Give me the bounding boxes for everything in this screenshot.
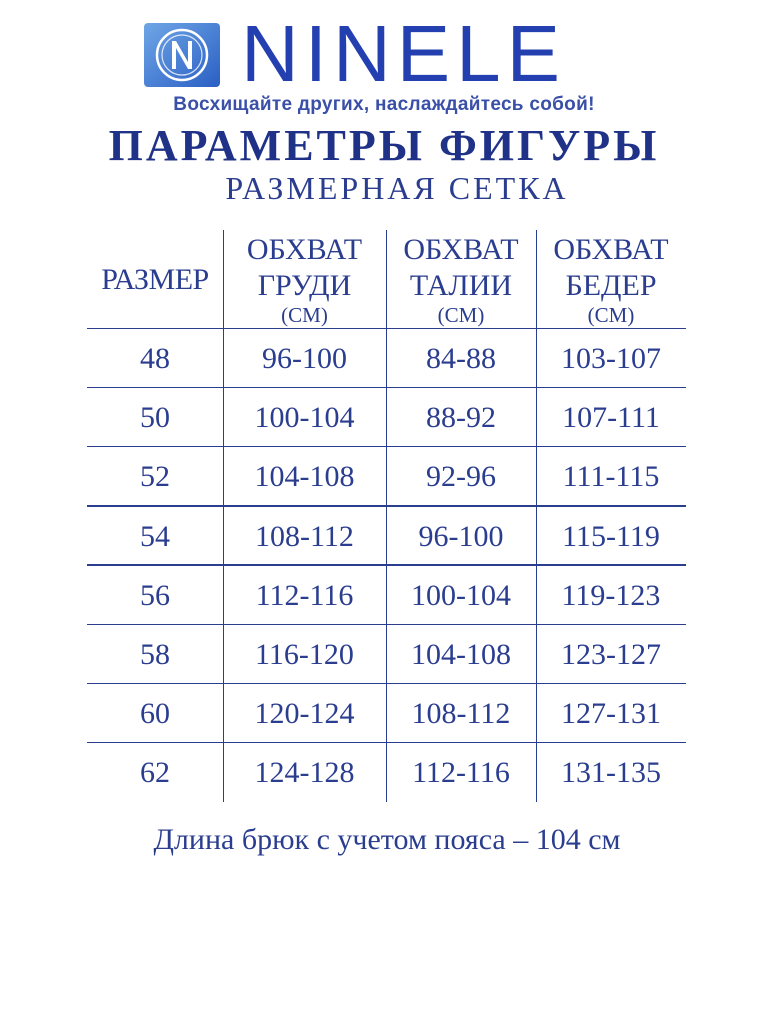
header-chest-unit: (СМ) bbox=[281, 303, 328, 327]
header-hips-unit: (СМ) bbox=[587, 303, 635, 327]
table-cell-size: 58 bbox=[140, 638, 170, 671]
table-cell-hips: 111-115 bbox=[562, 460, 660, 493]
table-cell-size: 50 bbox=[140, 401, 170, 434]
table-cell-chest: 100-104 bbox=[254, 401, 355, 434]
header-hips-line2: БЕДЕР bbox=[565, 269, 657, 302]
table-cell-hips: 107-111 bbox=[562, 401, 660, 434]
table-cell-waist: 104-108 bbox=[411, 638, 511, 671]
table-cell-waist: 84-88 bbox=[426, 342, 496, 375]
page-title: ПАРАМЕТРЫ ФИГУРЫ bbox=[108, 121, 660, 170]
header-chest bbox=[223, 232, 386, 326]
header-hips-line1: ОБХВАТ bbox=[553, 233, 669, 266]
table-cell-hips: 131-135 bbox=[561, 756, 661, 789]
table-cell-waist: 112-116 bbox=[412, 756, 510, 789]
header-chest-line2: ГРУДИ bbox=[257, 269, 352, 302]
table-cell-hips: 103-107 bbox=[561, 342, 661, 375]
table-cell-waist: 100-104 bbox=[411, 579, 511, 612]
header-waist-line1: ОБХВАТ bbox=[403, 233, 519, 266]
header-size: РАЗМЕР bbox=[101, 263, 209, 296]
brand-tagline: Восхищайте других, наслаждайтесь собой! bbox=[173, 94, 595, 115]
brand-logo bbox=[143, 9, 643, 98]
table-cell-chest: 116-120 bbox=[255, 638, 354, 671]
page-subtitle: РАЗМЕРНАЯ СЕТКА bbox=[225, 170, 569, 206]
table-cell-size: 52 bbox=[140, 460, 170, 493]
table-cell-hips: 127-131 bbox=[561, 697, 661, 730]
table-cell-size: 56 bbox=[140, 579, 170, 612]
table-cell-chest: 104-108 bbox=[254, 460, 355, 493]
header-waist-unit: (СМ) bbox=[437, 303, 485, 327]
ninele-n-emblem-icon bbox=[143, 22, 221, 88]
table-cell-chest: 120-124 bbox=[254, 697, 355, 730]
table-cell-waist: 96-100 bbox=[418, 520, 504, 553]
header-waist bbox=[386, 232, 536, 326]
table-cell-chest: 96-100 bbox=[262, 342, 347, 375]
table-cell-size: 48 bbox=[140, 342, 170, 375]
table-cell-chest: 124-128 bbox=[254, 756, 355, 789]
trouser-length-note: Длина брюк с учетом пояса – 104 см bbox=[153, 823, 621, 856]
table-cell-chest: 108-112 bbox=[255, 520, 354, 553]
table-cell-chest: 112-116 bbox=[255, 579, 354, 612]
header-hips bbox=[536, 232, 686, 326]
table-cell-waist: 92-96 bbox=[426, 460, 496, 493]
table-cell-size: 60 bbox=[140, 697, 170, 730]
table-cell-hips: 115-119 bbox=[562, 520, 660, 553]
table-cell-hips: 119-123 bbox=[561, 579, 661, 612]
table-cell-hips: 123-127 bbox=[561, 638, 661, 671]
header-chest-line1: ОБХВАТ bbox=[246, 233, 363, 266]
table-cell-size: 62 bbox=[140, 756, 170, 789]
header-waist-line2: ТАЛИИ bbox=[409, 269, 513, 302]
table-cell-waist: 88-92 bbox=[426, 401, 496, 434]
table-cell-size: 54 bbox=[140, 520, 170, 553]
size-chart-table bbox=[87, 230, 686, 802]
table-cell-waist: 108-112 bbox=[411, 697, 511, 730]
brand-name: NINELE bbox=[241, 9, 566, 98]
